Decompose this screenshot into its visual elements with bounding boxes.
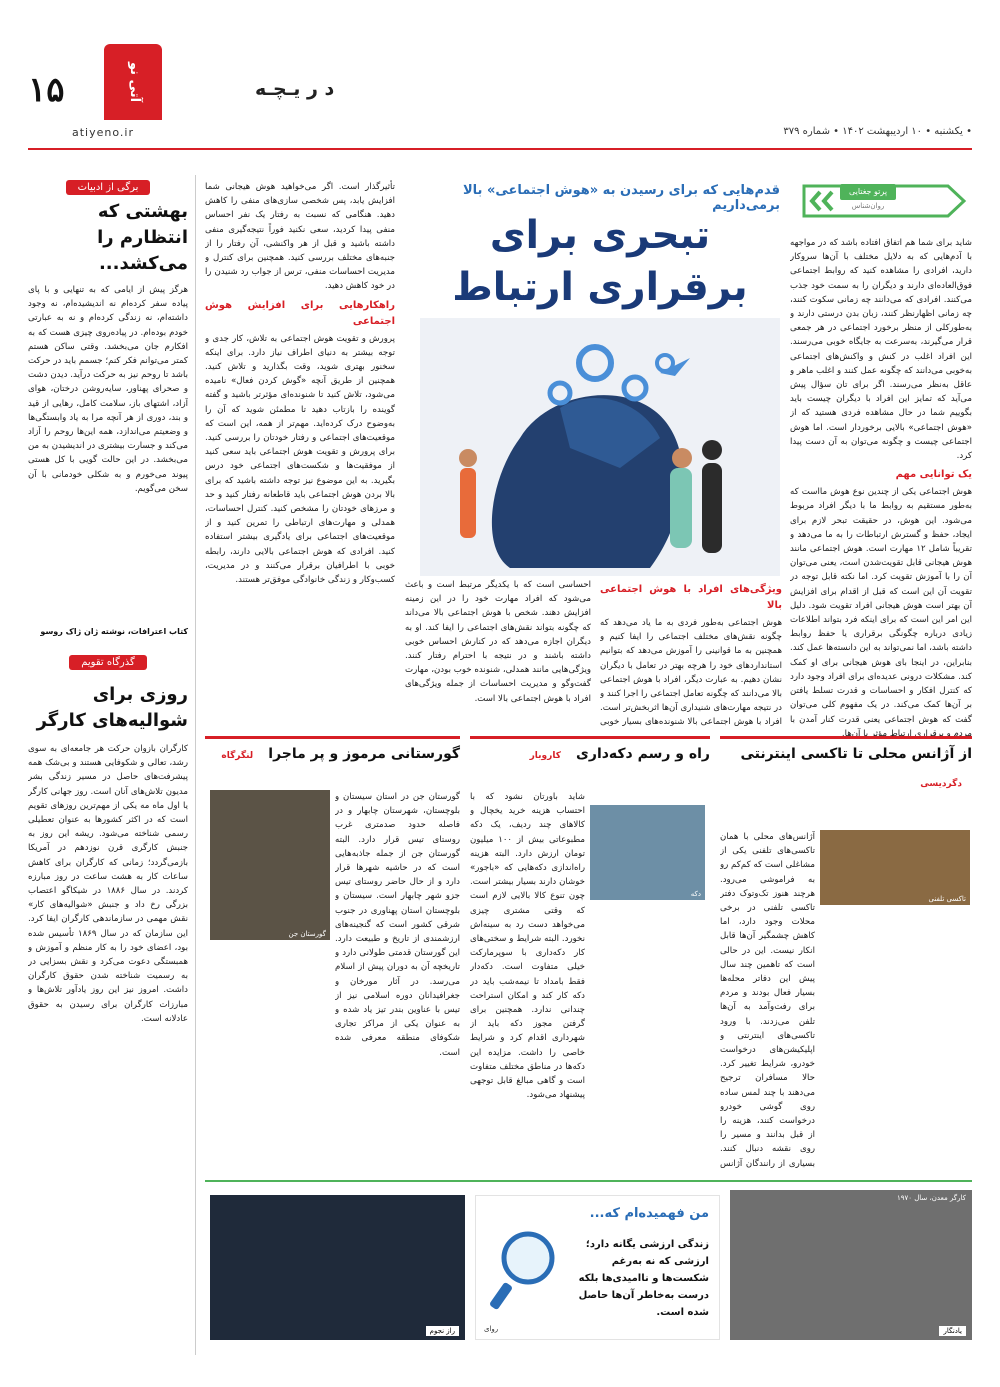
band-title: از آژانس محلی تا تاکسی اینترنتی [740, 746, 972, 762]
lead-paragraph: پرورش و تقویت هوش اجتماعی به تلاش، کار جدی و توجه بیشتر به دنیای اطراف نیاز دارد. برای اینکه سخنور بهتری شوید، وقت بگذارید و تلاش کنید. همچنین از طریق آنچه «گوش کردن فعال» نامیده می‌شود، تلاش کنید تا شنونده‌ای مؤثرتر باشید و گفته گوینده را بازتاب دهید تا مطمئن شوید که آن را به‌وضوح درک کرده‌اید. مهم‌تر از همه، این است که موقعیت‌های اجتماعی و رفتار خودتان را بررسی کنید. برای پرورش و تقویت هوش اجتماعی باید سعی کنید از موفقیت‌ها و شکست‌های اجتماعی خود درس بگیرید. به این موضوع نیز توجه داشته باشید که برای بالا بردن هوش اجتماعی باید قاطعانه رفتار کنید و حد و مرزهای خودتان را مشخص کنید. کنترل احساسات، همدلی و مهارت‌های ارتباطی را تمرین کنید و از موقعیت‌های اجتماعی برای یادگیری بیشتر استفاده کنید. افرادی که هوش اجتماعی بالایی دارند، رابطه خوبی با اطرافیان برقرار می‌کنند و در مدیریت، کسب‌وکار و زندگی خانوادگی موفق‌تر هستند. [205, 333, 395, 586]
sidebar-title: بهشتی که انتظارم را می‌کشد... [97, 201, 188, 274]
lead-paragraph: هوش اجتماعی یکی از چندین نوع هوش مااست که به‌طور مستقیم به روابط ما با دیگر افراد مربوط می‌شود. این هوش، در حقیقت تبحر لازم برای ایجاد، حفظ و گسترش ارتباطات را به ما می‌دهد و تقریباً شامل ۱۲ مهارت است. هوش اجتماعی مانند هوش هیجانی قابل تقویت‌شدن است، یعنی می‌توان آن را با آموزش تقویت کرد. اما نکته قابل توجه در تقویت آن این است که قبل از اقدام برای افزایش آن بهتر است هوش هیجانی افراد تقویت شود. دلیل این امر این است که برای اینکه فرد بتواند اطلاعات زیادی درباره چگونگی برقراری یا حفظ روابط داشته باشد، اما نمی‌تواند به این دانسته‌ها عمل کند. بنابراین، در اینجا بای هوش هیجانی برای او کمک کند. مشکلات درونی عدیده‌ای برای افراد وجود دارد که کنترل افکار و احساسات و قدرت تسلط یافتن بر آن‌ها کمک می‌کند. در یک مفهوم کلی‌ می‌توان گفت که هوش اجتماعی یعنی قدرت کنار آمدن با مردم و برقراری ارتباط مؤثر با آن‌ها. [790, 487, 972, 739]
band-header [720, 736, 972, 789]
author-role: روان‌شناس [851, 202, 885, 210]
sidebar-credit: کتاب اعترافات، نوشته ژان ژاک روسو [40, 627, 188, 636]
sidebar-body: هرگز پیش از ایامی که به تنهایی و با پای پیاده سفر کرده‌ام نه اندیشیده‌ام، نه وجود داشته‌ام، نه زندگی کرده‌ام و نه به عبارتی خودم بوده‌ام. در پیاده‌روی چیزی هست که به افکارم جان می‌بخشد. وقتی ساکن هستم کمتر می‌توانم فکر کنم؛ جسمم باید در حرکت باشد تا روحم نیز به حرکت درآید. دیدن دشت و صحرای پهناور، سایه‌روشن درختان، هوای آزاد، اشتهای باز، سلامت کامل، رهایی از قید و بند، دوری از هر آنچه مرا به یاد وابستگی‌ها و وضعیتم می‌اندازد، همه این‌ها روحم را آزاد می‌کند و جسارت بیشتری در اندیشیدن به من می‌بخشد. در این حالت گویی با کل هستی پیوند می‌خورم و به شکلی خودمانی با آن سخن می‌گویم. [28, 285, 188, 494]
sidebar [28, 175, 188, 1355]
lead-subhead: ویژگی‌های افراد با هوش اجتماعی بالا [600, 584, 782, 611]
lead-column-right [790, 236, 972, 756]
lead-paragraph: احساسی است که با یکدیگر مرتبط است و باعث می‌شود که افراد مهارت خود را در این زمینه افزایش دهند. شخص با هوش اجتماعی بالا می‌داند که چگونه بتواند نقش‌های اجتماعی را ایفا کند. او به دیگران اجازه می‌دهد که در کنارش احساس خوبی داشته باشند و در نتیجه با احترام رفتار کنند. ویژگی‌هایی مانند همدلی، شنونده خوب بودن، مهارت گفت‌وگو و مدیریت احساسات از جمله ویژگی‌های افراد با هوش اجتماعی بالا است. [405, 580, 591, 704]
newspaper-logo[interactable]: آتی نو [104, 44, 162, 120]
lead-title: تبحری برای برقراری ارتباط [452, 213, 748, 310]
photo-caption: تاکسی تلفنی [928, 895, 966, 903]
quote-tag: روای [484, 1325, 499, 1333]
planetarium-photo [210, 1195, 465, 1340]
band-tag: دگردیسی [920, 779, 962, 789]
section-name: د ر یـچـه [255, 78, 335, 100]
author-name: پرتو جغتایی [840, 184, 896, 200]
lead-paragraph: شاید برای شما هم اتفاق افتاده باشد که در مواجهه با آدم‌هایی که به دلایل مختلف با آن‌ها سروکار دارید، افرادی را مشاهده کنید که روابط اجتماعی فوق‌العاده‌ای دارند و دیگران را به سمت خود جذب می‌کنند. افرادی که می‌دانند چه زمانی سکوت کنند، چه زمانی اظهارنظر کنند، زبان بدن درستی دارند و به‌طورکلی از منظر برخورد اجتماعی در هر جمعی قرار می‌گیرند، به‌سرعت به جایگاه خوبی می‌رسند. این افراد اغلب در کنش و واکنش‌های اجتماعی به‌خوبی می‌دانند که چگونه عمل کنند و اغلب ماهر و عاقل به‌نظر می‌رسند. اگر برای تان سؤال پیش می‌آید که تمایز این افراد با دیگران چیست باید بگوییم شما در حال مشاهده فردی هستید که از «هوش اجتماعی» بالایی برخوردار است. اما هوش اجتماعی چیست و چگونه می‌توان به آن دست پیدا کرد. [790, 238, 972, 462]
lead-paragraph: تأثیرگذار است. اگر می‌خواهید هوش هیجانی شما افزایش یابد، پس شخصی سازی‌های منفی را کاهش دهید. هنگامی که نسبت به رفتار یک نفر احساس منفی پیدا کردید، سعی نکنید فوراً نتیجه‌گیری منفی داشته باشید و قبل از هر واکنشی، آن رفتار را از جنبه‌های مختلف بررسی کنید. همچنین برای کنترل و مدیریت احساسات منفی، ترس از جواب رد شنیدن را در خود کاهش دهید. [205, 182, 395, 292]
website-url[interactable]: atiyeno.ir [72, 126, 134, 139]
issue-line: • یکشنبه • ۱۰ اردیبهشت ۱۴۰۲ • شماره ۳۷۹ [783, 126, 972, 137]
header-rule [28, 148, 972, 150]
photo-caption: گورستان جن [288, 930, 326, 938]
lead-column-mid-left [405, 578, 591, 728]
page-number: ۱۵ [28, 70, 65, 110]
sidebar-tag-wrap [28, 175, 188, 195]
hero-illustration [420, 318, 780, 576]
band-tag: لنگرگاه [221, 751, 254, 761]
kiosk-photo [590, 805, 705, 900]
band-tag: کاروبار [529, 751, 561, 761]
photo-caption: کارگر معدن، سال ۱۹۷۰ [896, 1194, 966, 1202]
sidebar-tag: گذرگاه تقویم [69, 655, 147, 670]
band-body: گورستان جن در استان سیستان و بلوچستان، شهرستان چابهار و در فاصله حدود صدمتری غرب روستای تیس قرار دارد. البته گورستان جن از جمله جاذبه‌هایی است که در حاشیه شهرها قرار دارد و از حال حاضر روستای تیس جزو شهر چابهار است. سیستان و بلوچستان استان پهناوری در جنوب شرقی کشور است که گنجینه‌های ارزشمندی از تاریخ و طبیعت دارد. این گورستان قدمتی طولانی دارد و تاریخچه آن به دوران پیش از اسلام می‌رسد. در آثار مورخان و جغرافیدانان دوره اسلامی نیز از تیس با عناوین بندر تیز یاد شده و به عنوان یکی از مراکز تجاری شکوفای منطقه معرفی شده است. [335, 792, 460, 1058]
lead-subhead: یک توانایی مهم [895, 469, 972, 481]
miner-photo [730, 1190, 972, 1340]
taxi-office-photo [820, 830, 970, 905]
quote-title: من فهمیده‌ام که... [589, 1206, 709, 1221]
band-header [470, 736, 710, 776]
photo-tag: یادنگار [939, 1326, 966, 1336]
photo-caption: دکه [690, 890, 701, 898]
lead-column-left [205, 180, 395, 728]
sidebar-tag: برگی از ادبیات [66, 180, 151, 195]
band-header [205, 736, 460, 776]
lead-kicker: قدم‌هایی که برای رسیدن به «هوش اجتماعی» بالا برمی‌داریم [463, 183, 780, 213]
band-body: آژانس‌های محلی با همان تاکسی‌های تلفنی یکی از مشاغلی است که کم‌کم رو به فراموشی می‌رود. هرچند هنوز تک‌وتوک دفتر تاکسی تلفنی در برخی محلات وجود دارد، اما کاهش چشمگیر آن‌ها قابل انکار نیست. این در حالی است که تاهمین چند سال پیش این دفاتر محله‌ها بسیار فعال بودند و مردم برای رفت‌وآمد به آن‌ها تلفن می‌زدند. با ورود تاکسی‌های اینترنتی و اپلیکیشن‌های درخواست خودرو، شرایط تغییر کرد. حالا مسافران ترجیح می‌دهند با چند لمس ساده روی گوشی خودرو درخواست کنند، هزینه را از قبل بدانند و مسیر را روی نقشه دنبال کنند. بسیاری از رانندگان آژانس [720, 832, 815, 1169]
band-title: راه و رسم دکه‌داری [576, 746, 710, 762]
sidebar-body: کارگران بازوان حرکت هر جامعه‌ای به سوی رشد، تعالی و شکوفایی هستند و بی‌شک همه پیشرفت‌های حاصل در مسیر زندگی بشر مدیون تلاش‌های آنان است. روز جهانی کارگر یا اول ماه مه یکی از مهم‌ترین روزهای تقویم است که در اکثر کشورها به عنوان تعطیلی رسمی شناخته می‌شود. ریشه این روز به جنبش کارگری قرن نوزدهم در آمریکا بازمی‌گردد؛ زمانی که کارگران برای کاهش ساعات کار به هشت ساعت در روز مبارزه کردند. در سال ۱۸۸۶ در شیکاگو اعتصاب بزرگی رخ داد و جنبش «شوالیه‌های کار» نقش مهمی در سازماندهی کارگران ایفا کرد. این سازمان که در سال ۱۸۶۹ تأسیس شده بود، اعضای خود را به کار منظم و آموزش و همبستگی دعوت می‌کرد و نقش بسزایی در به رسمیت شناخته شدن حقوق کارگران داشت. امروز نیز این روز یادآور تلاش‌ها و مبارزات کارگران برای رسیدن به حقوق عادلانه است. [28, 744, 188, 1024]
cemetery-photo [210, 790, 330, 940]
sidebar-divider [195, 175, 196, 1355]
lead-paragraph: هوش اجتماعی به‌طور فردی به ما یاد می‌دهد که چگونه نقش‌های مختلف اجتماعی را ایفا کنیم و همچنین به ما قوانینی را آموزش می‌دهد که بتوانیم استانداردهای خود را هرچه بهتر در تعامل با دیگران نشان دهیم. به عبارت دیگر، افراد با هوش اجتماعی بالا می‌دانند که چگونه تعامل اجتماعی را اجرا کنند و در نتیجه مهارت‌های شنیداری آن‌ها اثربخش‌تر است. افراد با هوش اجتماعی بالا شنونده‌های بسیار خوبی [600, 618, 782, 728]
magnifier-icon [488, 1226, 558, 1316]
band-title: گورستانی مرموز و پر ماجرا [268, 746, 460, 762]
sidebar-tag-wrap [28, 650, 188, 670]
lead-subhead: راهکارهایی برای افزایش هوش اجتماعی [205, 299, 395, 327]
quote-box [475, 1195, 720, 1340]
photo-tag: راز نجوم [426, 1326, 459, 1336]
quote-body: زندگی ارزشی یگانه دارد؛ ارزشی که نه به‌رغم شکست‌ها و ناامیدی‌ها بلکه درست به‌خاطر آن‌ها حاصل شده است. [578, 1239, 709, 1318]
lead-column-mid-right [600, 578, 782, 728]
band-body: شاید باورتان نشود که با احتساب هزینه خرید یخچال و کالاهای چند ردیف، یک دکه مطبوعاتی بیش از ۱۰۰ میلیون تومان ارزش دارد. البته هزینه راه‌اندازی دکه‌هایی که «باجور» خوشان دارند بسیار بیشتر است. چون تنوع کالا بالایی لازم است که وقتی مشتری چیزی می‌خواهد دست رد به سینه‌اش نخورد. البته شرایط و سختی‌های کار دکه‌داری با سوپرمارکت خیلی متفاوت است. دکه‌دار فقط بامداد تا نیمه‌شب باید در دکه کار کند و امکان استراحت چندانی ندارد. همچنین برای گرفتن مجوز دکه باید از شهرداری اقدام کرد و شرایط خاصی را داشت. مزایده این دکه‌ها در مناطق مختلف متفاوت است و گاهی مبالغ قابل توجهی پیشنهاد می‌شود. [470, 792, 585, 1101]
sidebar-title: روزی برای شوالیه‌های کارگر [36, 684, 188, 731]
